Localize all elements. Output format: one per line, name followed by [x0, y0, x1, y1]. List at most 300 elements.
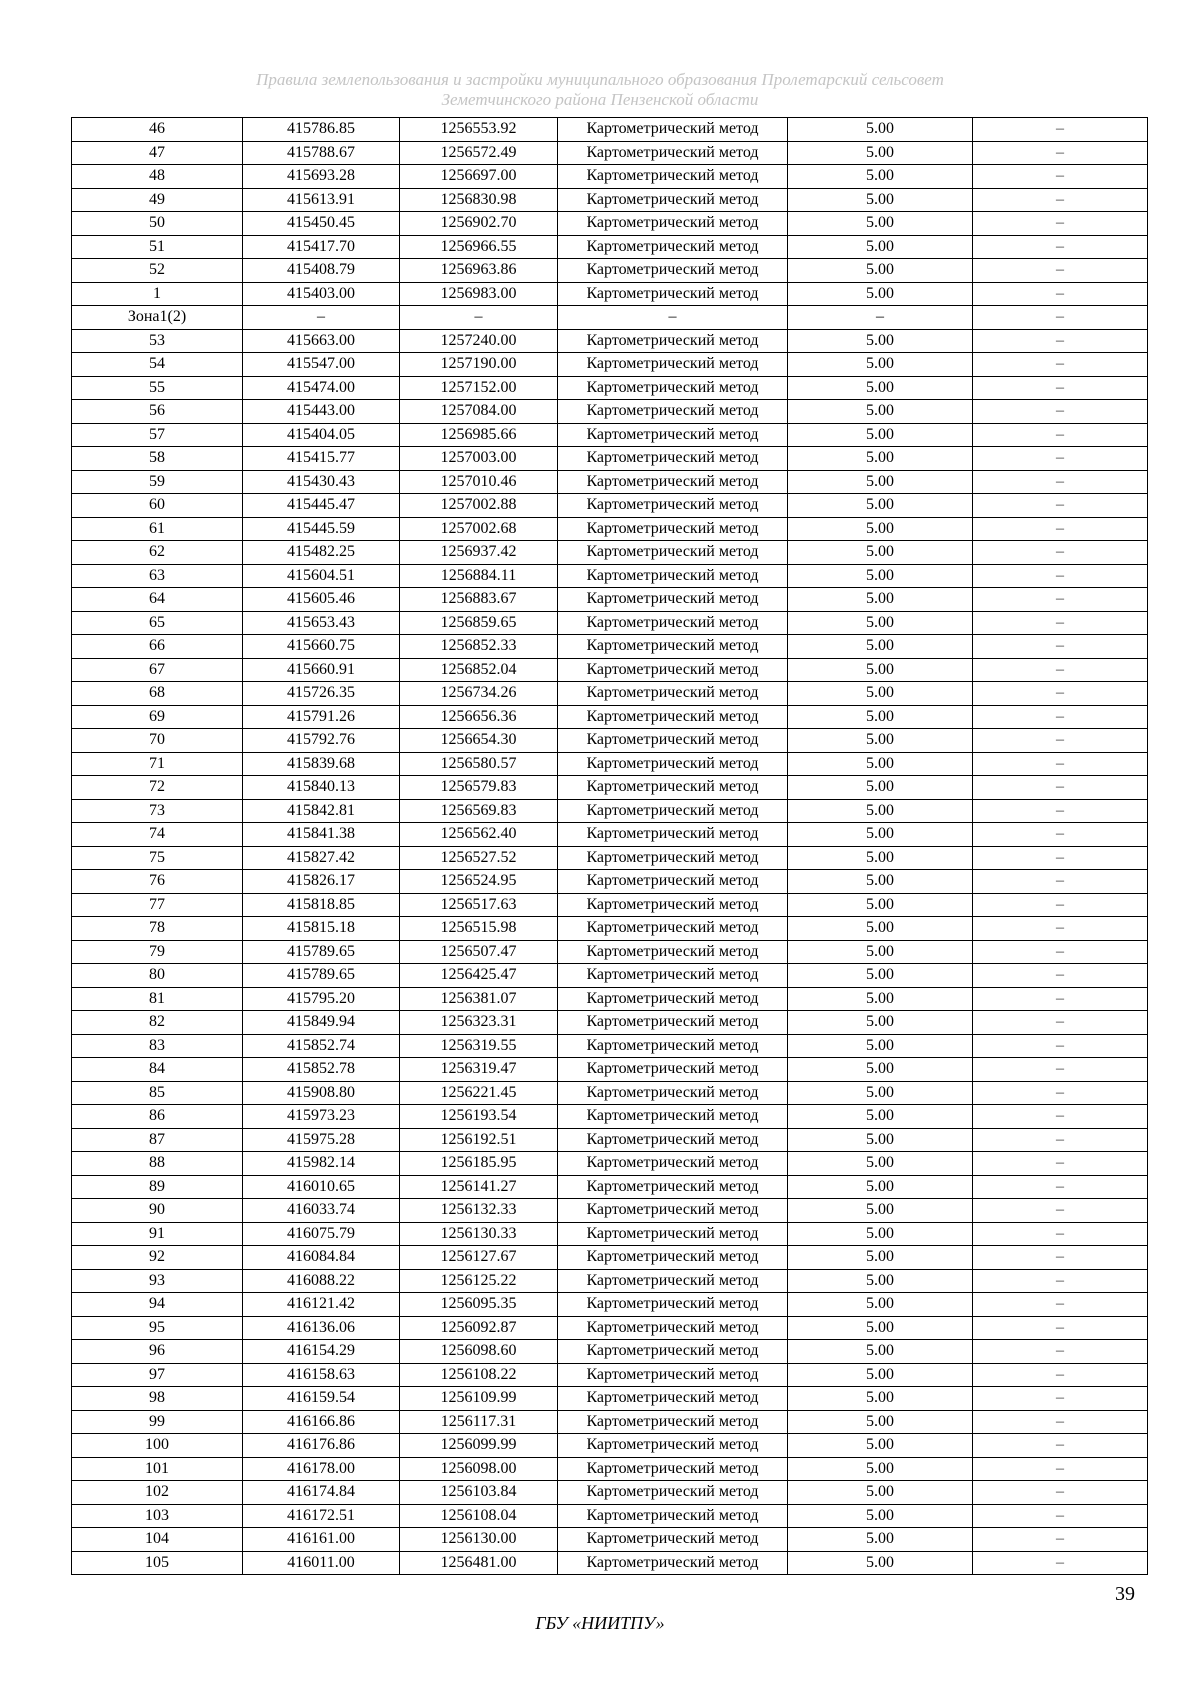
accuracy-cell: 5.00	[788, 541, 973, 565]
point-number-cell: 48	[72, 165, 243, 189]
y-coordinate-cell: 1256507.47	[400, 940, 558, 964]
header-line-1: Правила землепользования и застройки муниципального образования Пролетарский сельсовет	[256, 70, 944, 89]
y-coordinate-cell: 1256515.98	[400, 917, 558, 941]
x-coordinate-cell: 415660.75	[243, 635, 400, 659]
description-cell: –	[973, 1504, 1148, 1528]
y-coordinate-cell: 1256193.54	[400, 1105, 558, 1129]
method-cell: Картометрический метод	[558, 1340, 788, 1364]
y-coordinate-cell: 1256319.47	[400, 1058, 558, 1082]
method-cell: Картометрический метод	[558, 964, 788, 988]
method-cell: Картометрический метод	[558, 1551, 788, 1575]
x-coordinate-cell: 415826.17	[243, 870, 400, 894]
y-coordinate-cell: 1257003.00	[400, 447, 558, 471]
y-coordinate-cell: 1256656.36	[400, 705, 558, 729]
x-coordinate-cell: 415815.18	[243, 917, 400, 941]
x-coordinate-cell: 416033.74	[243, 1199, 400, 1223]
x-coordinate-cell: 416176.86	[243, 1434, 400, 1458]
table-row	[72, 188, 1148, 212]
point-number-cell: 82	[72, 1011, 243, 1035]
method-cell: Картометрический метод	[558, 282, 788, 306]
description-cell: –	[973, 259, 1148, 283]
method-cell: Картометрический метод	[558, 1105, 788, 1129]
description-cell: –	[973, 987, 1148, 1011]
description-cell: –	[973, 165, 1148, 189]
table-row	[72, 1034, 1148, 1058]
table-row	[72, 1011, 1148, 1035]
x-coordinate-cell: 415818.85	[243, 893, 400, 917]
table-row	[72, 635, 1148, 659]
x-coordinate-cell: 416172.51	[243, 1504, 400, 1528]
description-cell: –	[973, 1481, 1148, 1505]
x-coordinate-cell: 416010.65	[243, 1175, 400, 1199]
y-coordinate-cell: 1257152.00	[400, 376, 558, 400]
y-coordinate-cell: 1256323.31	[400, 1011, 558, 1035]
description-cell: –	[973, 611, 1148, 635]
accuracy-cell: 5.00	[788, 1504, 973, 1528]
accuracy-cell: 5.00	[788, 776, 973, 800]
y-coordinate-cell: 1257190.00	[400, 353, 558, 377]
point-number-cell: 91	[72, 1222, 243, 1246]
x-coordinate-cell: 415789.65	[243, 940, 400, 964]
point-number-cell: 64	[72, 588, 243, 612]
accuracy-cell: 5.00	[788, 1481, 973, 1505]
point-number-cell: 71	[72, 752, 243, 776]
y-coordinate-cell: 1256092.87	[400, 1316, 558, 1340]
table-row	[72, 376, 1148, 400]
point-number-cell: 90	[72, 1199, 243, 1223]
point-number-cell: 62	[72, 541, 243, 565]
y-coordinate-cell: 1256098.00	[400, 1457, 558, 1481]
x-coordinate-cell: 415975.28	[243, 1128, 400, 1152]
y-coordinate-cell: 1256697.00	[400, 165, 558, 189]
table-row	[72, 564, 1148, 588]
point-number-cell: 74	[72, 823, 243, 847]
description-cell: –	[973, 188, 1148, 212]
x-coordinate-cell: 415443.00	[243, 400, 400, 424]
x-coordinate-cell: 415417.70	[243, 235, 400, 259]
accuracy-cell: 5.00	[788, 987, 973, 1011]
point-number-cell: 51	[72, 235, 243, 259]
y-coordinate-cell: 1256141.27	[400, 1175, 558, 1199]
table-row	[72, 917, 1148, 941]
accuracy-cell: 5.00	[788, 635, 973, 659]
description-cell: –	[973, 1316, 1148, 1340]
method-cell: Картометрический метод	[558, 1504, 788, 1528]
x-coordinate-cell: 415605.46	[243, 588, 400, 612]
y-coordinate-cell: 1256734.26	[400, 682, 558, 706]
accuracy-cell: 5.00	[788, 400, 973, 424]
x-coordinate-cell: 416088.22	[243, 1269, 400, 1293]
accuracy-cell: 5.00	[788, 1457, 973, 1481]
description-cell: –	[973, 940, 1148, 964]
accuracy-cell: 5.00	[788, 1316, 973, 1340]
table-row	[72, 1387, 1148, 1411]
accuracy-cell: 5.00	[788, 705, 973, 729]
description-cell: –	[973, 752, 1148, 776]
y-coordinate-cell: 1256109.99	[400, 1387, 558, 1411]
accuracy-cell: 5.00	[788, 611, 973, 635]
table-row	[72, 1340, 1148, 1364]
accuracy-cell: 5.00	[788, 1269, 973, 1293]
description-cell: –	[973, 1152, 1148, 1176]
method-cell: Картометрический метод	[558, 1222, 788, 1246]
x-coordinate-cell: 415973.23	[243, 1105, 400, 1129]
x-coordinate-cell: –	[243, 306, 400, 330]
coordinates-table	[71, 117, 1148, 1575]
accuracy-cell: 5.00	[788, 893, 973, 917]
method-cell: Картометрический метод	[558, 1011, 788, 1035]
method-cell: Картометрический метод	[558, 141, 788, 165]
description-cell: –	[973, 376, 1148, 400]
accuracy-cell: 5.00	[788, 682, 973, 706]
accuracy-cell: 5.00	[788, 212, 973, 236]
y-coordinate-cell: 1256425.47	[400, 964, 558, 988]
point-number-cell: 84	[72, 1058, 243, 1082]
y-coordinate-cell: 1256319.55	[400, 1034, 558, 1058]
x-coordinate-cell: 416178.00	[243, 1457, 400, 1481]
method-cell: Картометрический метод	[558, 165, 788, 189]
x-coordinate-cell: 415430.43	[243, 470, 400, 494]
x-coordinate-cell: 415660.91	[243, 658, 400, 682]
description-cell: –	[973, 1551, 1148, 1575]
y-coordinate-cell: 1256381.07	[400, 987, 558, 1011]
method-cell: Картометрический метод	[558, 776, 788, 800]
y-coordinate-cell: 1257002.68	[400, 517, 558, 541]
point-number-cell: 63	[72, 564, 243, 588]
point-number-cell: 72	[72, 776, 243, 800]
table-row	[72, 423, 1148, 447]
description-cell: –	[973, 1410, 1148, 1434]
accuracy-cell: 5.00	[788, 1293, 973, 1317]
x-coordinate-cell: 415613.91	[243, 188, 400, 212]
point-number-cell: 96	[72, 1340, 243, 1364]
x-coordinate-cell: 416084.84	[243, 1246, 400, 1270]
x-coordinate-cell: 416159.54	[243, 1387, 400, 1411]
method-cell: Картометрический метод	[558, 1457, 788, 1481]
table-row	[72, 705, 1148, 729]
point-number-cell: 94	[72, 1293, 243, 1317]
method-cell: Картометрический метод	[558, 870, 788, 894]
table-row	[72, 1269, 1148, 1293]
x-coordinate-cell: 415852.78	[243, 1058, 400, 1082]
table-row	[72, 1081, 1148, 1105]
table-row	[72, 893, 1148, 917]
method-cell: Картометрический метод	[558, 564, 788, 588]
accuracy-cell: 5.00	[788, 846, 973, 870]
point-number-cell: 68	[72, 682, 243, 706]
table-row	[72, 776, 1148, 800]
y-coordinate-cell: 1256098.60	[400, 1340, 558, 1364]
method-cell: Картометрический метод	[558, 940, 788, 964]
table-row	[72, 494, 1148, 518]
table-row	[72, 682, 1148, 706]
y-coordinate-cell: 1256859.65	[400, 611, 558, 635]
point-number-cell: 100	[72, 1434, 243, 1458]
method-cell: Картометрический метод	[558, 1316, 788, 1340]
accuracy-cell: 5.00	[788, 423, 973, 447]
point-number-cell: 98	[72, 1387, 243, 1411]
x-coordinate-cell: 415604.51	[243, 564, 400, 588]
accuracy-cell: 5.00	[788, 141, 973, 165]
point-number-cell: 59	[72, 470, 243, 494]
description-cell: –	[973, 1034, 1148, 1058]
x-coordinate-cell: 416161.00	[243, 1528, 400, 1552]
point-number-cell: 81	[72, 987, 243, 1011]
x-coordinate-cell: 415726.35	[243, 682, 400, 706]
description-cell: –	[973, 729, 1148, 753]
description-cell: –	[973, 1387, 1148, 1411]
y-coordinate-cell: 1256572.49	[400, 141, 558, 165]
point-number-cell: 92	[72, 1246, 243, 1270]
x-coordinate-cell: 415852.74	[243, 1034, 400, 1058]
table-row	[72, 400, 1148, 424]
point-number-cell: 77	[72, 893, 243, 917]
accuracy-cell: 5.00	[788, 1081, 973, 1105]
table-row	[72, 729, 1148, 753]
y-coordinate-cell: 1256125.22	[400, 1269, 558, 1293]
accuracy-cell: 5.00	[788, 118, 973, 142]
y-coordinate-cell: 1256963.86	[400, 259, 558, 283]
x-coordinate-cell: 416166.86	[243, 1410, 400, 1434]
description-cell: –	[973, 141, 1148, 165]
accuracy-cell: 5.00	[788, 1528, 973, 1552]
point-number-cell: 79	[72, 940, 243, 964]
y-coordinate-cell: –	[400, 306, 558, 330]
x-coordinate-cell: 415841.38	[243, 823, 400, 847]
description-cell: –	[973, 846, 1148, 870]
x-coordinate-cell: 415792.76	[243, 729, 400, 753]
point-number-cell: 102	[72, 1481, 243, 1505]
x-coordinate-cell: 415408.79	[243, 259, 400, 283]
description-cell: –	[973, 893, 1148, 917]
method-cell: Картометрический метод	[558, 1481, 788, 1505]
point-number-cell: 70	[72, 729, 243, 753]
method-cell: Картометрический метод	[558, 846, 788, 870]
method-cell: Картометрический метод	[558, 235, 788, 259]
point-number-cell: 104	[72, 1528, 243, 1552]
y-coordinate-cell: 1256902.70	[400, 212, 558, 236]
y-coordinate-cell: 1256130.00	[400, 1528, 558, 1552]
description-cell: –	[973, 282, 1148, 306]
description-cell: –	[973, 1457, 1148, 1481]
accuracy-cell: 5.00	[788, 188, 973, 212]
y-coordinate-cell: 1256852.33	[400, 635, 558, 659]
x-coordinate-cell: 415789.65	[243, 964, 400, 988]
coordinates-table-body	[72, 118, 1148, 1575]
method-cell: Картометрический метод	[558, 1175, 788, 1199]
y-coordinate-cell: 1257240.00	[400, 329, 558, 353]
accuracy-cell: 5.00	[788, 282, 973, 306]
accuracy-cell: 5.00	[788, 964, 973, 988]
point-number-cell: 69	[72, 705, 243, 729]
method-cell: Картометрический метод	[558, 329, 788, 353]
x-coordinate-cell: 415445.59	[243, 517, 400, 541]
method-cell: Картометрический метод	[558, 917, 788, 941]
table-row	[72, 1105, 1148, 1129]
accuracy-cell: 5.00	[788, 329, 973, 353]
x-coordinate-cell: 415982.14	[243, 1152, 400, 1176]
method-cell: Картометрический метод	[558, 799, 788, 823]
table-row	[72, 517, 1148, 541]
point-number-cell: 95	[72, 1316, 243, 1340]
point-number-cell: 53	[72, 329, 243, 353]
accuracy-cell: 5.00	[788, 1175, 973, 1199]
point-number-cell: 50	[72, 212, 243, 236]
accuracy-cell: 5.00	[788, 870, 973, 894]
accuracy-cell: 5.00	[788, 729, 973, 753]
table-row	[72, 799, 1148, 823]
description-cell: –	[973, 1222, 1148, 1246]
description-cell: –	[973, 329, 1148, 353]
y-coordinate-cell: 1256569.83	[400, 799, 558, 823]
description-cell: –	[973, 564, 1148, 588]
description-cell: –	[973, 1528, 1148, 1552]
page-footer: ГБУ «НИИТПУ»	[535, 1613, 665, 1633]
accuracy-cell: 5.00	[788, 823, 973, 847]
method-cell: Картометрический метод	[558, 1528, 788, 1552]
accuracy-cell: 5.00	[788, 588, 973, 612]
table-row	[72, 1246, 1148, 1270]
point-number-cell: 97	[72, 1363, 243, 1387]
accuracy-cell: 5.00	[788, 1434, 973, 1458]
x-coordinate-cell: 415908.80	[243, 1081, 400, 1105]
description-cell: –	[973, 1199, 1148, 1223]
table-row	[72, 1152, 1148, 1176]
accuracy-cell: 5.00	[788, 1387, 973, 1411]
point-number-cell: 105	[72, 1551, 243, 1575]
y-coordinate-cell: 1256130.33	[400, 1222, 558, 1246]
description-cell: –	[973, 1434, 1148, 1458]
x-coordinate-cell: 415839.68	[243, 752, 400, 776]
table-row	[72, 1528, 1148, 1552]
y-coordinate-cell: 1256983.00	[400, 282, 558, 306]
method-cell: Картометрический метод	[558, 1387, 788, 1411]
description-cell: –	[973, 1128, 1148, 1152]
point-number-cell: 75	[72, 846, 243, 870]
description-cell: –	[973, 1269, 1148, 1293]
table-row	[72, 1316, 1148, 1340]
description-cell: –	[973, 212, 1148, 236]
method-cell: Картометрический метод	[558, 212, 788, 236]
accuracy-cell: 5.00	[788, 1551, 973, 1575]
accuracy-cell: 5.00	[788, 940, 973, 964]
point-number-cell: 76	[72, 870, 243, 894]
y-coordinate-cell: 1256562.40	[400, 823, 558, 847]
method-cell: Картометрический метод	[558, 1410, 788, 1434]
method-cell: Картометрический метод	[558, 1152, 788, 1176]
method-cell: Картометрический метод	[558, 1269, 788, 1293]
y-coordinate-cell: 1256481.00	[400, 1551, 558, 1575]
description-cell: –	[973, 1081, 1148, 1105]
method-cell: Картометрический метод	[558, 118, 788, 142]
y-coordinate-cell: 1256108.04	[400, 1504, 558, 1528]
description-cell: –	[973, 400, 1148, 424]
point-number-cell: 103	[72, 1504, 243, 1528]
point-number-cell: 86	[72, 1105, 243, 1129]
y-coordinate-cell: 1256117.31	[400, 1410, 558, 1434]
x-coordinate-cell: 416158.63	[243, 1363, 400, 1387]
table-row	[72, 235, 1148, 259]
y-coordinate-cell: 1256830.98	[400, 188, 558, 212]
point-number-cell: 54	[72, 353, 243, 377]
description-cell: –	[973, 423, 1148, 447]
table-row	[72, 1293, 1148, 1317]
point-number-cell: 57	[72, 423, 243, 447]
y-coordinate-cell: 1256524.95	[400, 870, 558, 894]
y-coordinate-cell: 1256103.84	[400, 1481, 558, 1505]
x-coordinate-cell: 415693.28	[243, 165, 400, 189]
description-cell: –	[973, 635, 1148, 659]
method-cell: Картометрический метод	[558, 1246, 788, 1270]
y-coordinate-cell: 1256185.95	[400, 1152, 558, 1176]
method-cell: Картометрический метод	[558, 1434, 788, 1458]
method-cell: –	[558, 306, 788, 330]
table-row	[72, 588, 1148, 612]
accuracy-cell: 5.00	[788, 917, 973, 941]
point-number-cell: 56	[72, 400, 243, 424]
method-cell: Картометрический метод	[558, 353, 788, 377]
method-cell: Картометрический метод	[558, 447, 788, 471]
table-row	[72, 752, 1148, 776]
description-cell: –	[973, 517, 1148, 541]
x-coordinate-cell: 416174.84	[243, 1481, 400, 1505]
y-coordinate-cell: 1256132.33	[400, 1199, 558, 1223]
running-header	[0, 70, 1200, 110]
accuracy-cell: 5.00	[788, 470, 973, 494]
point-number-cell: 61	[72, 517, 243, 541]
accuracy-cell: 5.00	[788, 1340, 973, 1364]
table-row	[72, 1363, 1148, 1387]
method-cell: Картометрический метод	[558, 987, 788, 1011]
table-row	[72, 611, 1148, 635]
point-number-cell: 47	[72, 141, 243, 165]
method-cell: Картометрический метод	[558, 1128, 788, 1152]
point-number-cell: 55	[72, 376, 243, 400]
y-coordinate-cell: 1256527.52	[400, 846, 558, 870]
method-cell: Картометрический метод	[558, 752, 788, 776]
description-cell: –	[973, 541, 1148, 565]
table-row	[72, 1128, 1148, 1152]
accuracy-cell: 5.00	[788, 1410, 973, 1434]
method-cell: Картометрический метод	[558, 259, 788, 283]
description-cell: –	[973, 1058, 1148, 1082]
table-row	[72, 1434, 1148, 1458]
table-row	[72, 447, 1148, 471]
method-cell: Картометрический метод	[558, 729, 788, 753]
description-cell: –	[973, 588, 1148, 612]
point-number-cell: 89	[72, 1175, 243, 1199]
accuracy-cell: 5.00	[788, 1105, 973, 1129]
table-row	[72, 1457, 1148, 1481]
y-coordinate-cell: 1256553.92	[400, 118, 558, 142]
x-coordinate-cell: 416154.29	[243, 1340, 400, 1364]
accuracy-cell: 5.00	[788, 494, 973, 518]
method-cell: Картометрический метод	[558, 893, 788, 917]
method-cell: Картометрический метод	[558, 470, 788, 494]
description-cell: –	[973, 306, 1148, 330]
x-coordinate-cell: 415445.47	[243, 494, 400, 518]
method-cell: Картометрический метод	[558, 376, 788, 400]
method-cell: Картометрический метод	[558, 541, 788, 565]
accuracy-cell: 5.00	[788, 752, 973, 776]
description-cell: –	[973, 705, 1148, 729]
y-coordinate-cell: 1257010.46	[400, 470, 558, 494]
x-coordinate-cell: 415450.45	[243, 212, 400, 236]
x-coordinate-cell: 415842.81	[243, 799, 400, 823]
page-number: 39	[1115, 1583, 1135, 1605]
table-row	[72, 1175, 1148, 1199]
point-number-cell: 93	[72, 1269, 243, 1293]
